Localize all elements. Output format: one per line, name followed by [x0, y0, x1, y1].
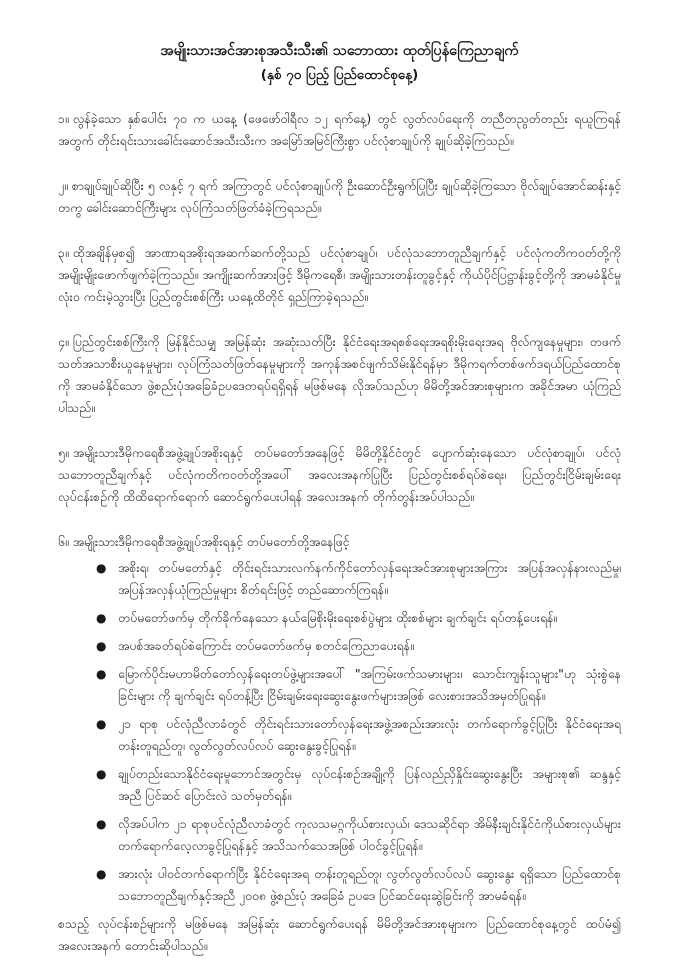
paragraph — [58, 331, 621, 419]
bullet-icon: ● — [96, 767, 107, 781]
bullet-icon: ● — [96, 561, 107, 575]
document-title: အမျိုးသားအင်အားစုအသီးသီး၏ သဘောထား ထုတ်ပြန်ကြေညာချက် — [160, 43, 519, 59]
demand-text: လိုအပ်ပါက ၂၁ ရာစုပင်လုံညီလာခံတွင် ကုလသမဂ္ဂကိုယ်စားလှယ်၊ ဒေသဆိုင်ရာ အိမ်နီးချင်းနိုင်ငံကိုယ်စားလှယ်များ တက်ရောက်လေ့လာခွင့်ပြုရန်နှင့် အသိသက်သေအဖြစ် ပါဝင်ခွင့်ပြုရန်။ — [118, 816, 621, 853]
demand-item — [96, 663, 621, 707]
paragraph-number: ၄။ — [58, 334, 69, 349]
paragraph — [58, 175, 621, 219]
paragraph-number: ၃။ — [58, 245, 69, 260]
demand-text: တပ်မတော်ဖက်မှ တိုက်ခိုက်နေသော နယ်မြေစိုးမိုးရေးစစ်ပွဲများ ထိုးစစ်များ ချက်ချင်း ရပ်တန့်ပေးရန်။ — [118, 610, 558, 625]
bullet-icon: ● — [96, 667, 107, 681]
bullet-icon: ● — [96, 867, 107, 881]
paragraph-text: အမျိုးသားဒီမိုကရေစီအဖွဲ့ချုပ်အစိုးရနှင့် တပ်မတော်အနေဖြင့် မိမိတို့နိုင်ငံတွင် ပျောက်ဆုံးနေသော ပင်လုံစာချုပ်၊ ပင်လုံသဘောတူညီချက်နှင့် ပင်လုံကတိကဝတ်တို့အပေါ် အလေးအနက်ပြုပြီး ပြည်တွင်းစစ်ရပ်စဲရေး၊ ပြည်တွင်းငြိမ်းချမ်းရေး လုပ်ငန်းစဉ်ကို ထိထိရောက်ရောက် ဆောင်ရွက်ပေးပါရန် အလေးအနက် တိုက်တွန်းအပ်ပါသည်။ — [58, 445, 621, 504]
demands-list — [58, 557, 621, 907]
demand-text: အားလုံး ပါဝင်တက်ရောက်ပြီး နိုင်ငံရေးအရ တန်းတူရည်တူ၊ လွတ်လွတ်လပ်လပ် ဆွေးနွေး ရရှိသော ပြည်ထောင်စုသဘောတူညီချက်နှင့်အညီ ၂၀၀၈ ဖွဲ့စည်းပုံ အခြေခံ ဥပဒေ ပြင်ဆင်ရေးဆွဲခြင်းကို အာမခံရန်။ — [118, 866, 621, 903]
demand-item — [96, 863, 621, 907]
demand-item — [96, 607, 621, 629]
paragraph-number: ၂။ — [58, 178, 68, 193]
paragraph-number: ၅။ — [58, 445, 69, 460]
bullet-icon: ● — [96, 611, 107, 625]
paragraph-text: ထိုအချိန်မှစ၍ အာဏာရအစိုးရအဆက်ဆက်တို့သည် ပင်လုံစာချုပ်၊ ပင်လုံသဘောတူညီချက်နှင့် ပင်လုံကတိကဝတ်တို့ကို အမျိုးမျိုးဖောက်ဖျက်ခဲ့ကြသည်။ အကျိုးဆက်အားဖြင့် ဒီမိုကရေစီ၊ အမျိုးသားတန်းတူခွင့်နှင့် ကိုယ်ပိုင်ပြဋ္ဌာန်းခွင့်တို့ကို အာမခံနိုင်မှု လုံး၀ ကင်းမဲ့သွားပြီး ပြည်တွင်းစစ်ကြီး ယနေ့ထိတိုင် ရှည်ကြာခဲ့ရသည်။ — [58, 245, 621, 304]
paragraph-text: လွန်ခဲ့သော နှစ်ပေါင်း ၇၀ က ယနေ့ (ဖေဖော်ဝါရီလ ၁၂ ရက်နေ့) တွင် လွတ်လပ်ရေးကို တညီတညွတ်တည်း ရယူကြရန်အတွက် တိုင်းရင်းသားခေါင်းဆောင်အသီးသီးက အမြော်အမြင်ကြီးစွာ ပင်လုံစာချုပ်ကို ချုပ်ဆိုခဲ့ကြသည်။ — [58, 111, 621, 148]
paragraph-number: ၆။ — [58, 534, 69, 549]
demand-text: မြောက်ပိုင်းမဟာမိတ်တော်လှန်ရေးတပ်ဖွဲ့များအပေါ် "အကြမ်းဖက်သမားများ၊ သောင်းကျန်းသူများ"ဟု သုံးစွဲနေခြင်းများ ကို ချက်ချင်း ရပ်တန့်ပြီး ငြိမ်းချမ်းရေးဆွေးနွေးဖက်များအဖြစ် လေးစားအသိအမှတ်ပြုရန်။ — [118, 666, 621, 703]
demand-text: အပစ်အခတ်ရပ်စဲကြောင်း တပ်မတော်ဖက်မှ စတင်ကြေညာပေးရန်။ — [118, 638, 414, 653]
paragraph — [58, 442, 621, 508]
demand-item — [96, 557, 621, 601]
demand-item — [96, 635, 621, 657]
demand-text: ချုပ်တည်းသောနိုင်ငံရေးမူဘောင်အတွင်းမှ လုပ်ငန်းစဉ်အချို့ကို ပြန်လည်ညှိနှိုင်းဆွေးနွေးပြီး အများစု၏ ဆန္ဒနှင့် အညီ ပြင်ဆင် ပြောင်းလဲ သတ်မှတ်ရန်။ — [118, 766, 621, 803]
document-subtitle: (နှစ် ၇၀ ပြည့် ပြည်ထောင်စုနေ့) — [260, 67, 419, 83]
demands-intro — [58, 531, 621, 553]
paragraph — [58, 108, 621, 152]
bullet-icon: ● — [96, 717, 107, 731]
demand-item — [96, 713, 621, 757]
paragraph-number: ၁။ — [58, 111, 69, 126]
demand-text: အစိုးရ၊ တပ်မတော်နှင့် တိုင်းရင်းသားလက်နက်ကိုင်တော်လှန်ရေးအင်အားစုများအကြား အပြန်အလှန်နားလည်မှု၊ အပြန်အလှန်ယုံကြည်မှုများ စိတ်ရင်းဖြင့် တည်ဆောက်ကြရန်။ — [118, 560, 621, 597]
paragraph-text: ပြည်တွင်းစစ်ကြီးကို မြန်နိုင်သမျှ အမြန်ဆုံး အဆုံးသတ်ပြီး နိုင်ငံရေးအရစစ်ရေးအရစိုးမိုးရေးအရ ဗိုလ်ကျနေမှုများ၊ တဖက်သတ်အသာစီးယူနေမှုများ၊ လုပ်ကြံသတ်ဖြတ်နေမှုများကို အကုန်အစင်ဖျက်သိမ်းနိုင်ရန်မှာ ဒီမိုကရက်တစ်ဖက်ဒရယ်ပြည်ထောင်စုကို အာမခံနိုင်သော ဖွဲ့စည်းပုံအခြေခံဥပဒေတရပ်ရရှိရန် မဖြစ်မနေ လိုအပ်သည်ဟု မိမိတို့အင်အားစုများက အခိုင်အမာ ယုံကြည်ပါသည်။ — [58, 334, 621, 415]
demands-intro-text: အမျိုးသားဒီမိုကရေစီအဖွဲ့ချုပ်အစိုးရနှင့် တပ်မတော်တို့အနေဖြင့် — [72, 534, 350, 549]
demand-text: ၂၁ ရာစု ပင်လုံညီလာခံတွင် တိုင်းရင်းသားတော်လှန်ရေးအဖွဲ့အစည်းအားလုံး တက်ရောက်ခွင့်ပြုပြီး နိုင်ငံရေးအရ တန်းတူရည်တူ၊ လွတ်လွတ်လပ်လပ် ဆွေးနွေးခွင့်ပြုရန်။ — [118, 716, 621, 753]
bullet-icon: ● — [96, 817, 107, 831]
demand-item — [96, 763, 621, 807]
demand-item — [96, 813, 621, 857]
paragraphs — [58, 108, 621, 508]
paragraph-text: စာချုပ်ချုပ်ဆိုပြီး ၅ လနှင့် ၇ ရက် အကြာတွင် ပင်လုံစာချုပ်ကို ဦးဆောင်ဦးရွက်ပြုပြီး ချုပ်ဆိုခဲ့ကြသော ဗိုလ်ချုပ်အောင်ဆန်းနှင့်တကွ ခေါင်းဆောင်ကြီးများ လုပ်ကြံသတ်ဖြတ်ခံခဲ့ကြရသည်။ — [58, 178, 621, 215]
paragraph — [58, 242, 621, 308]
closing-paragraph: စသည့် လုပ်ငန်းစဉ်များကို မဖြစ်မနေ အမြန်ဆုံး ဆောင်ရွက်ပေးရန် မိမိတို့အင်အားစုများက ပြည်ထောင်စုနေ့တွင် ထပ်မံ၍ အလေးအနက် တောင်းဆိုပါသည်။ — [58, 916, 621, 953]
bullet-icon: ● — [96, 639, 107, 653]
